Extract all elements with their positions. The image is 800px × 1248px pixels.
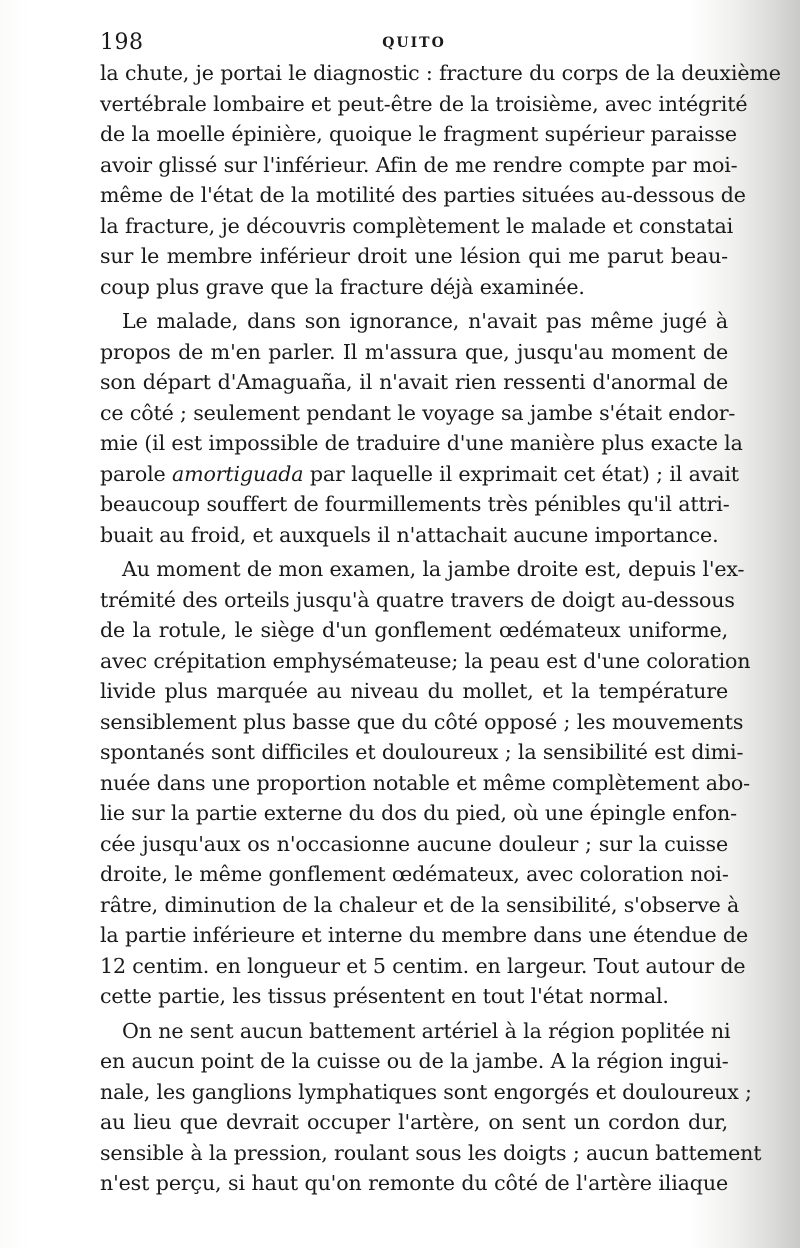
paragraph — [100, 58, 781, 302]
text-line: nuée dans une proportion notable et même complètement abo- — [100, 770, 750, 795]
text-line: mie (il est impossible de traduire d'une manière plus exacte la — [100, 431, 743, 455]
text-line: la fracture, je découvris complètement le malade et constatai — [100, 213, 734, 238]
text-line: sensiblement plus basse que du côté opposé ; les mouvements — [100, 709, 744, 734]
paragraph — [100, 1016, 762, 1199]
text-line: On ne sent aucun battement artériel à la région poplitée ni — [122, 1018, 731, 1043]
paragraph — [100, 306, 743, 550]
text-line: n'est perçu, si haut qu'on remonte du côté de l'artère iliaque — [100, 1171, 728, 1195]
text-line: ce côté ; seulement pendant le voyage sa jambe s'était endor- — [100, 400, 736, 425]
text-line: même de l'état de la motilité des parties situées au-dessous de — [100, 183, 746, 207]
text-line: Le malade, dans son ignorance, n'avait pas même jugé à — [122, 309, 728, 333]
page-header — [100, 30, 728, 60]
text-line: la chute, je portai le diagnostic : fracture du corps de la deuxième — [100, 61, 781, 85]
text-line: propos de m'en parler. Il m'assura que, jusqu'au moment de — [100, 339, 728, 364]
text-line: buait au froid, et auxquels il n'attachait aucune importance. — [100, 522, 719, 547]
text-line: de la moelle épinière, quoique le fragment supérieur paraisse — [100, 122, 737, 146]
text-line: coup plus grave que la fracture déjà examinée. — [100, 274, 585, 299]
text-line: vertébrale lombaire et peut-être de la troisième, avec intégrité — [100, 91, 748, 116]
text-line: avec crépitation emphysémateuse; la peau est d'une coloration — [100, 648, 751, 673]
text-line: au lieu que devrait occuper l'artère, on sent un cordon dur, — [100, 1110, 728, 1134]
text-line: de la rotule, le siège d'un gonflement œdémateux uniforme, — [100, 618, 728, 642]
text-line: spontanés sont difficiles et douloureux ; la sensibilité est dimi- — [100, 740, 744, 764]
text-line: livide plus marquée au niveau du mollet, et la température — [100, 679, 728, 703]
text-line: sur le membre inférieur droit une lésion qui me parut beau- — [100, 244, 728, 268]
text-line: sensible à la pression, roulant sous les doigts ; aucun battement — [100, 1140, 762, 1165]
text-line: nale, les ganglions lymphatiques sont engorgés et douloureux ; — [100, 1079, 752, 1104]
running-title: QUITO — [382, 35, 446, 51]
paragraph — [100, 554, 751, 1012]
text-line: cette partie, les tissus présentent en tout l'état normal. — [100, 984, 669, 1008]
text-line: beaucoup souffert de fourmillements très pénibles qu'il attri- — [100, 492, 730, 516]
text-line: Au moment de mon examen, la jambe droite est, depuis l'ex- — [122, 557, 745, 581]
text-line: lie sur la partie externe du dos du pied, où une épingle enfon- — [100, 801, 737, 825]
text-line: la partie inférieure et interne du membre dans une étendue de — [100, 923, 749, 947]
text-line: droite, le même gonflement œdémateux, avec coloration noi- — [100, 862, 729, 886]
italic-word: amortiguada — [171, 461, 304, 486]
text-line: trémité des orteils jusqu'à quatre travers de doigt au-dessous — [100, 587, 735, 612]
text-line: parole amortiguada par laquelle il exprimait cet état) ; il avait — [100, 461, 739, 486]
body-text — [100, 58, 781, 1199]
text-line: son départ d'Amaguaña, il n'avait rien ressenti d'anormal de — [100, 370, 728, 394]
text-line: avoir glissé sur l'inférieur. Afin de me rendre compte par moi- — [100, 152, 738, 177]
text-line: 12 centim. en longueur et 5 centim. en largeur. Tout autour de — [100, 953, 746, 978]
text-line: cée jusqu'aux os n'occasionne aucune douleur ; sur la cuisse — [100, 831, 728, 856]
text-line: râtre, diminution de la chaleur et de la sensibilité, s'observe à — [100, 892, 740, 917]
page-number: 198 — [100, 30, 144, 55]
text-line: en aucun point de la cuisse ou de la jambe. A la région ingui- — [100, 1049, 729, 1073]
